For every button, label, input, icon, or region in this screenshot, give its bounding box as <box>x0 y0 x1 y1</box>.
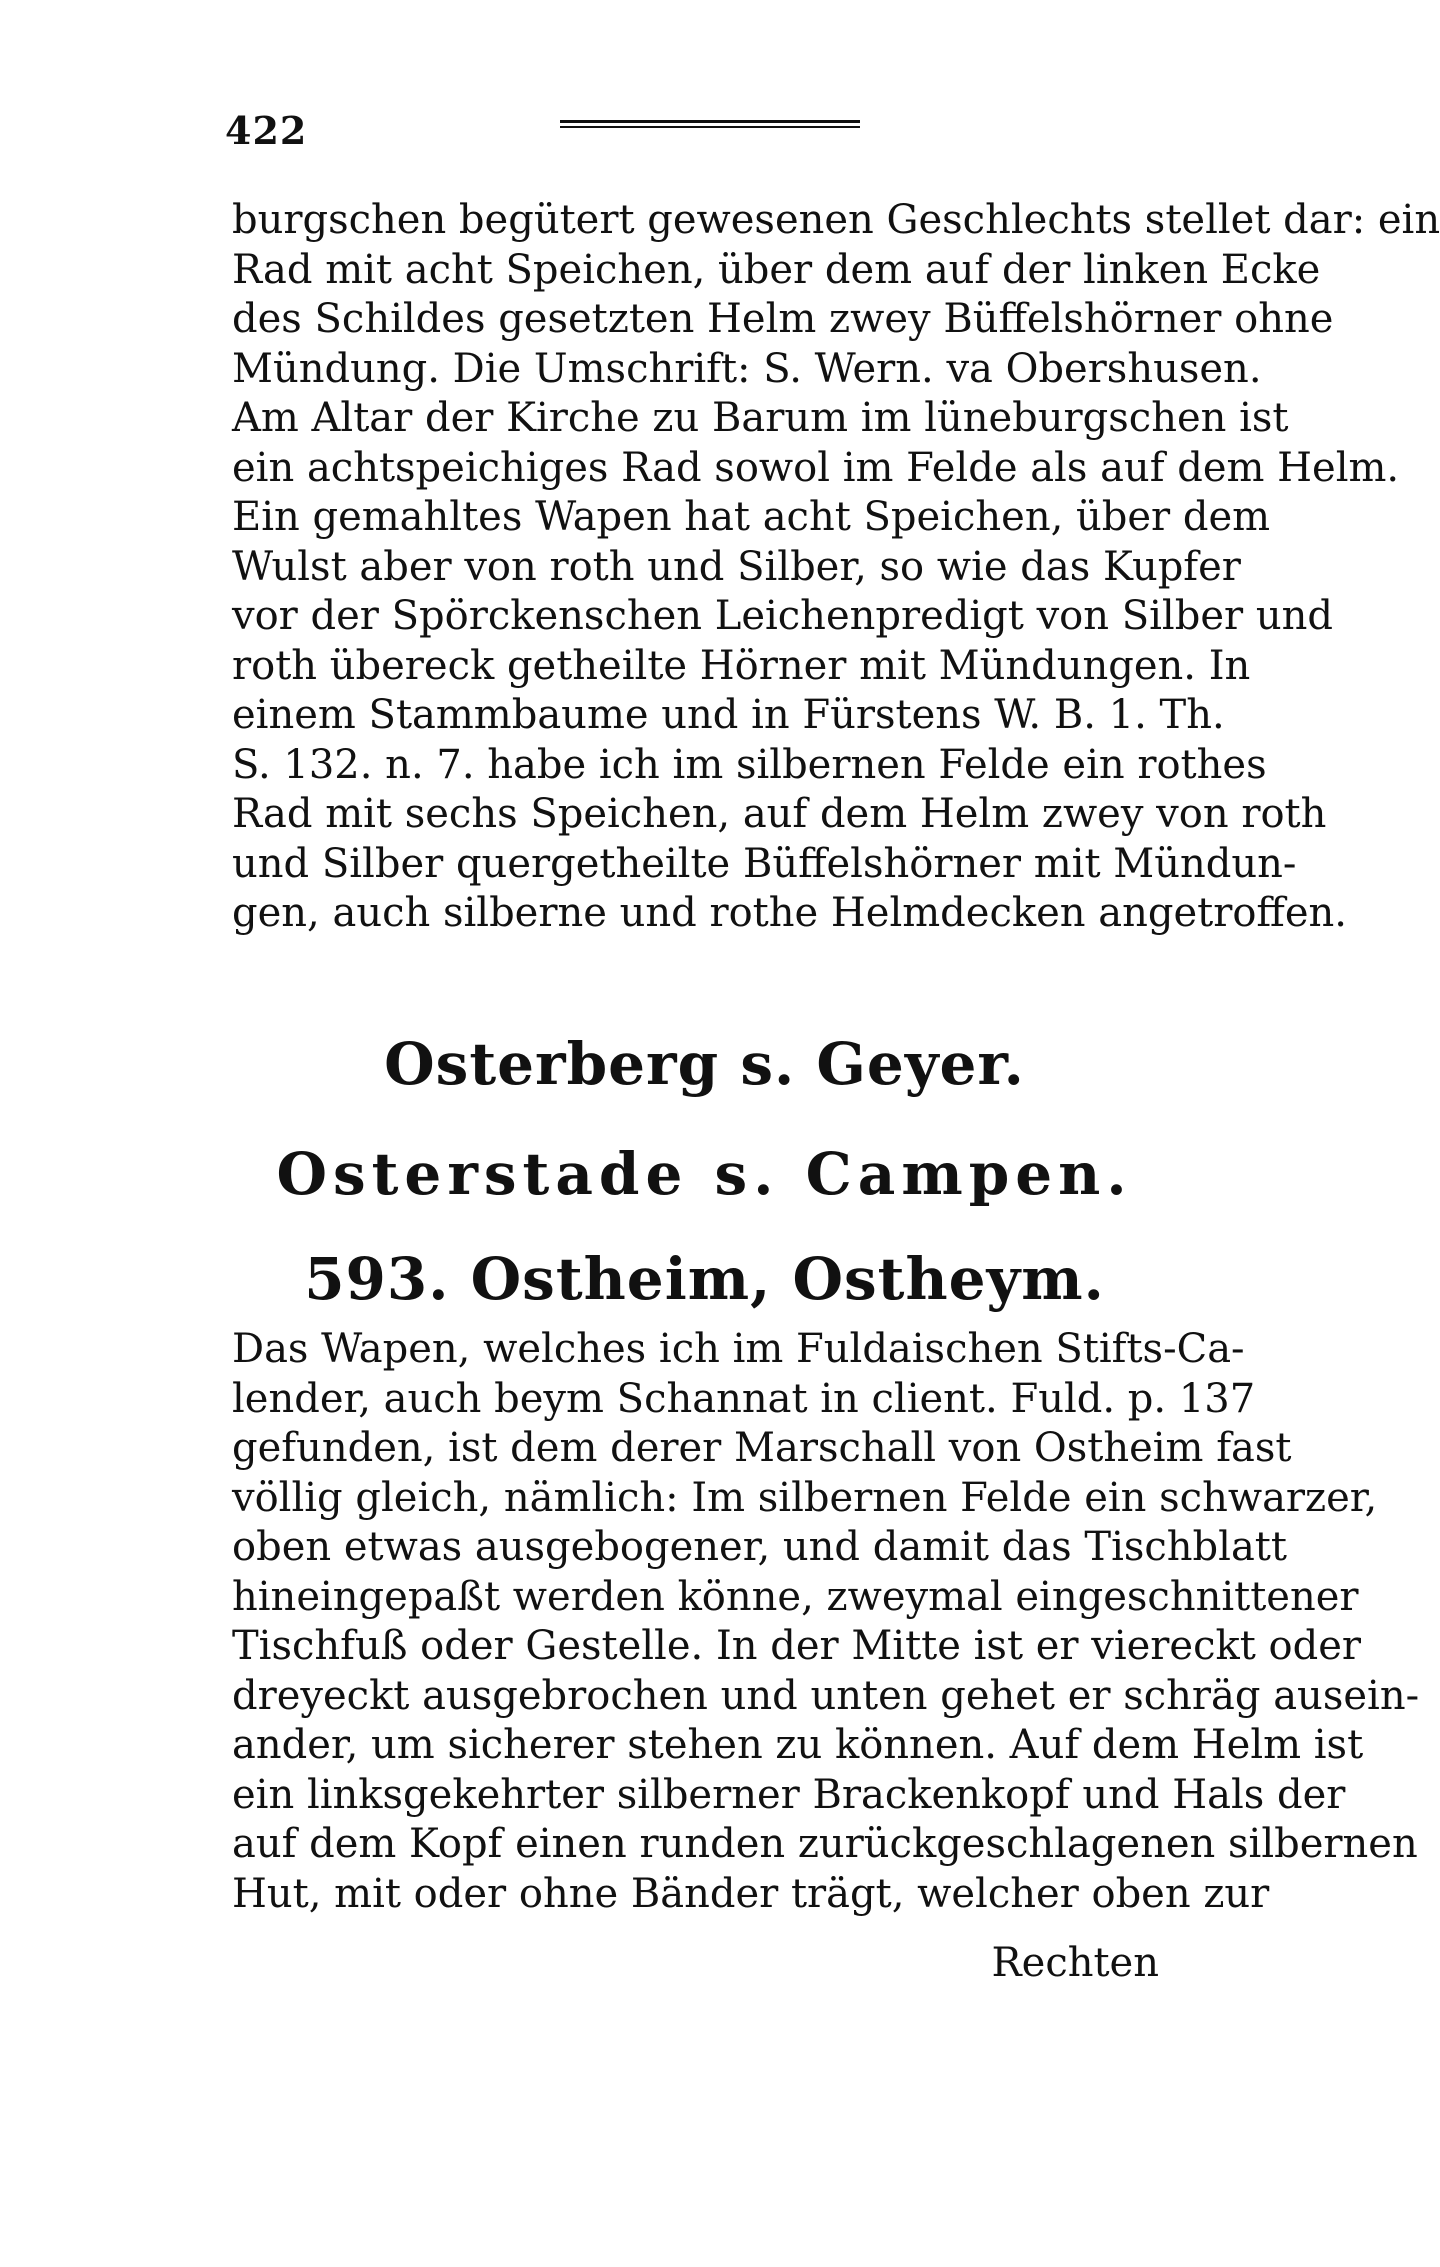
paragraph-2-line: oben etwas ausgebogener, und damit das Tischblatt <box>232 1524 1287 1570</box>
paragraph-2-line: lender, auch beym Schannat in client. Fuld. p. 137 <box>232 1375 1256 1422</box>
paragraph-2-line: auf dem Kopf einen runden zurückgeschlagenen silbernen <box>232 1821 1418 1867</box>
catchword: Rechten <box>991 1940 1159 1986</box>
paragraph-1-line: vor der Spörckenschen Leichenpredigt von Silber und <box>232 593 1333 639</box>
paragraph-1-line: Wulst aber von roth und Silber, so wie das Kupfer <box>232 543 1241 590</box>
header-rule <box>560 120 860 126</box>
paragraph-1-line: S. 132. n. 7. habe ich im silbernen Felde ein rothes <box>232 741 1267 788</box>
heading-osterstade: Osterstade s. Campen. <box>276 1140 1133 1208</box>
heading-ostheim: 593. Ostheim, Ostheym. <box>304 1245 1105 1313</box>
paragraph-1 <box>232 196 1440 939</box>
header-rule-top <box>560 120 860 123</box>
paragraph-2-line: Das Wapen, welches ich im Fuldaischen Stifts-Ca- <box>232 1326 1245 1372</box>
paragraph-1-line: Rad mit acht Speichen, über dem auf der linken Ecke <box>232 246 1321 293</box>
paragraph-1-line: und Silber quergetheilte Büffelshörner mit Mündun- <box>232 840 1297 887</box>
paragraph-1-line: ein achtspeichiges Rad sowol im Felde als auf dem Helm. <box>232 444 1400 491</box>
page-number: 422 <box>225 108 308 153</box>
paragraph-1-line: des Schildes gesetzten Helm zwey Büffelshörner ohne <box>232 296 1334 342</box>
paragraph-2-line: gefunden, ist dem derer Marschall von Ostheim fast <box>232 1425 1292 1471</box>
paragraph-1-line: burgschen begütert gewesenen Geschlechts stellet dar: ein <box>232 197 1440 243</box>
paragraph-1-line: einem Stammbaume und in Fürstens W. B. 1. Th. <box>232 692 1225 738</box>
paragraph-2-line: ein linksgekehrter silberner Brackenkopf und Hals der <box>232 1771 1346 1818</box>
paragraph-2 <box>232 1325 1420 1919</box>
paragraph-1-line: Am Altar der Kirche zu Barum im lüneburgschen ist <box>232 395 1289 441</box>
header-rule-bottom <box>560 126 860 128</box>
paragraph-1-line: Rad mit sechs Speichen, auf dem Helm zwey von roth <box>232 791 1327 837</box>
paragraph-1-line: Mündung. Die Umschrift: S. Wern. va Obershusen. <box>232 345 1262 392</box>
paragraph-1-line: roth übereck getheilte Hörner mit Mündungen. In <box>232 642 1251 689</box>
paragraph-2-line: ander, um sicherer stehen zu können. Auf dem Helm ist <box>232 1722 1364 1768</box>
paragraph-2-line: völlig gleich, nämlich: Im silbernen Felde ein schwarzer, <box>232 1474 1378 1521</box>
heading-osterberg: Osterberg s. Geyer. <box>384 1030 1025 1098</box>
paragraph-2-line: Hut, mit oder ohne Bänder trägt, welcher oben zur <box>232 1870 1270 1917</box>
paragraph-2-line: dreyeckt ausgebrochen und unten gehet er schräg ausein- <box>232 1672 1420 1719</box>
paragraph-2-line: Tischfuß oder Gestelle. In der Mitte ist er viereckt oder <box>232 1623 1362 1669</box>
paragraph-1-line: gen, auch silberne und rothe Helmdecken angetroffen. <box>232 890 1347 936</box>
paragraph-2-line: hineingepaßt werden könne, zweymal eingeschnittener <box>232 1573 1359 1620</box>
paragraph-1-line: Ein gemahltes Wapen hat acht Speichen, über dem <box>232 494 1271 540</box>
